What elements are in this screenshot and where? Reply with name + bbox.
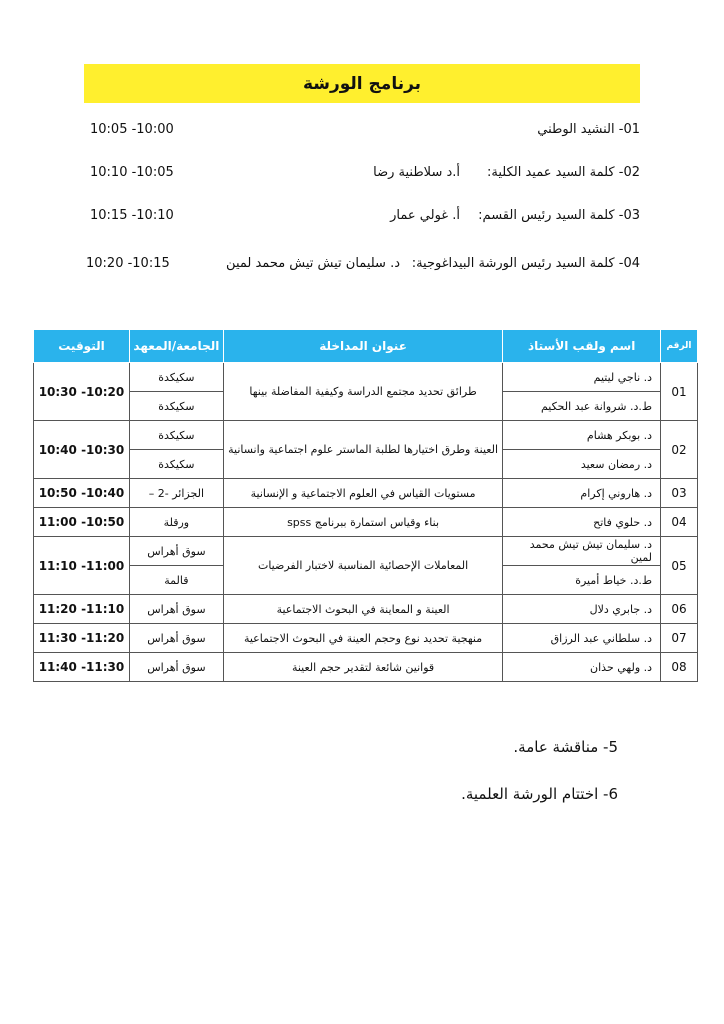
university: سوق أهراس — [129, 537, 223, 566]
table-row — [34, 363, 698, 392]
university: ورقلة — [129, 508, 223, 537]
table-row — [34, 624, 698, 653]
opening-label: 01- النشيد الوطني — [537, 122, 640, 137]
opening-time: 10:15 -10:10 — [90, 208, 174, 223]
table-row — [34, 537, 698, 566]
opening-time: 10:10 -10:05 — [90, 165, 174, 180]
opening-item-2 — [84, 165, 640, 187]
opening-label: 04- كلمة السيد رئيس الورشة البيداغوجية: — [411, 256, 640, 271]
opening-item-1 — [84, 122, 640, 144]
university: سوق أهراس — [129, 653, 223, 682]
opening-person: د. سليمان تيش تيش محمد لمين — [226, 256, 400, 271]
presenter-name: د. ولهي حذان — [503, 653, 661, 682]
time-slot: 11:40 -11:30 — [34, 653, 130, 682]
university: قالمة — [129, 566, 223, 595]
row-num: 07 — [661, 624, 698, 653]
closing-item-discussion: 5- مناقشة عامة. — [513, 738, 618, 756]
time-slot: 10:40 -10:30 — [34, 421, 130, 479]
presentation-topic: منهجية تحديد نوع وحجم العينة في البحوث الاجتماعية — [223, 624, 502, 653]
presenter-name: د. رمضان سعيد — [503, 450, 661, 479]
time-slot: 10:30 -10:20 — [34, 363, 130, 421]
presenter-name: ط.د. شروانة عبد الحكيم — [503, 392, 661, 421]
table-header-row — [34, 330, 698, 363]
time-slot: 11:00 -10:50 — [34, 508, 130, 537]
university: سكيكدة — [129, 363, 223, 392]
presentation-topic: بناء وقياس استمارة ببرنامج spss — [223, 508, 502, 537]
row-num: 05 — [661, 537, 698, 595]
opening-label: 03- كلمة السيد رئيس القسم: — [478, 208, 640, 223]
presenter-name: د. حلوي فاتح — [503, 508, 661, 537]
presenter-name: د. جابري دلال — [503, 595, 661, 624]
program-title: برنامج الورشة — [84, 64, 640, 103]
table-row — [34, 479, 698, 508]
header-time: التوقيت — [34, 330, 130, 363]
header-university: الجامعة/المعهد — [129, 330, 223, 363]
row-num: 03 — [661, 479, 698, 508]
opening-label: 02- كلمة السيد عميد الكلية: — [486, 165, 640, 180]
university: الجزائر -2 – — [129, 479, 223, 508]
row-num: 08 — [661, 653, 698, 682]
university: سكيكدة — [129, 421, 223, 450]
header-topic: عنوان المداخلة — [223, 330, 502, 363]
table-row — [34, 653, 698, 682]
opening-person: أ.د سلاطنية رضا — [373, 165, 460, 180]
opening-time: 10:20 -10:15 — [86, 256, 170, 271]
presentation-topic: قوانين شائعة لتقدير حجم العينة — [223, 653, 502, 682]
time-slot: 10:50 -10:40 — [34, 479, 130, 508]
row-num: 02 — [661, 421, 698, 479]
table-row — [34, 508, 698, 537]
university: سكيكدة — [129, 450, 223, 479]
presentation-topic: العينة وطرق اختيارها لطلبة الماستر علوم اجتماعية وانسانية — [223, 421, 502, 479]
presenter-name: د. بوبكر هشام — [503, 421, 661, 450]
time-slot: 11:30 -11:20 — [34, 624, 130, 653]
university: سكيكدة — [129, 392, 223, 421]
program-table — [33, 329, 698, 682]
presentation-topic: طرائق تحديد مجتمع الدراسة وكيفية المفاضلة بينها — [223, 363, 502, 421]
opening-item-3 — [84, 208, 640, 230]
opening-item-4 — [84, 256, 640, 278]
opening-time: 10:05 -10:00 — [90, 122, 174, 137]
table-row — [34, 595, 698, 624]
presentation-topic: المعاملات الإحصائية المناسبة لاختبار الفرضيات — [223, 537, 502, 595]
row-num: 06 — [661, 595, 698, 624]
row-num: 01 — [661, 363, 698, 421]
presenter-name: د. هاروني إكرام — [503, 479, 661, 508]
presenter-name: ط.د. خياط أميرة — [503, 566, 661, 595]
presenter-name: د. سليمان تيش تيش محمد لمين — [503, 537, 661, 566]
opening-person: أ. غولي عمار — [390, 208, 460, 223]
header-name: اسم ولقب الأستاذ — [503, 330, 661, 363]
presenter-name: د. ناجي ليتيم — [503, 363, 661, 392]
presentation-topic: مستويات القياس في العلوم الاجتماعية و الإنسانية — [223, 479, 502, 508]
closing-item-closing: 6- اختتام الورشة العلمية. — [461, 785, 618, 803]
header-num: الرقم — [661, 330, 698, 363]
time-slot: 11:10 -11:00 — [34, 537, 130, 595]
row-num: 04 — [661, 508, 698, 537]
university: سوق أهراس — [129, 624, 223, 653]
time-slot: 11:20 -11:10 — [34, 595, 130, 624]
university: سوق أهراس — [129, 595, 223, 624]
presentation-topic: العينة و المعاينة في البحوث الاجتماعية — [223, 595, 502, 624]
presenter-name: د. سلطاني عبد الرزاق — [503, 624, 661, 653]
table-row — [34, 421, 698, 450]
